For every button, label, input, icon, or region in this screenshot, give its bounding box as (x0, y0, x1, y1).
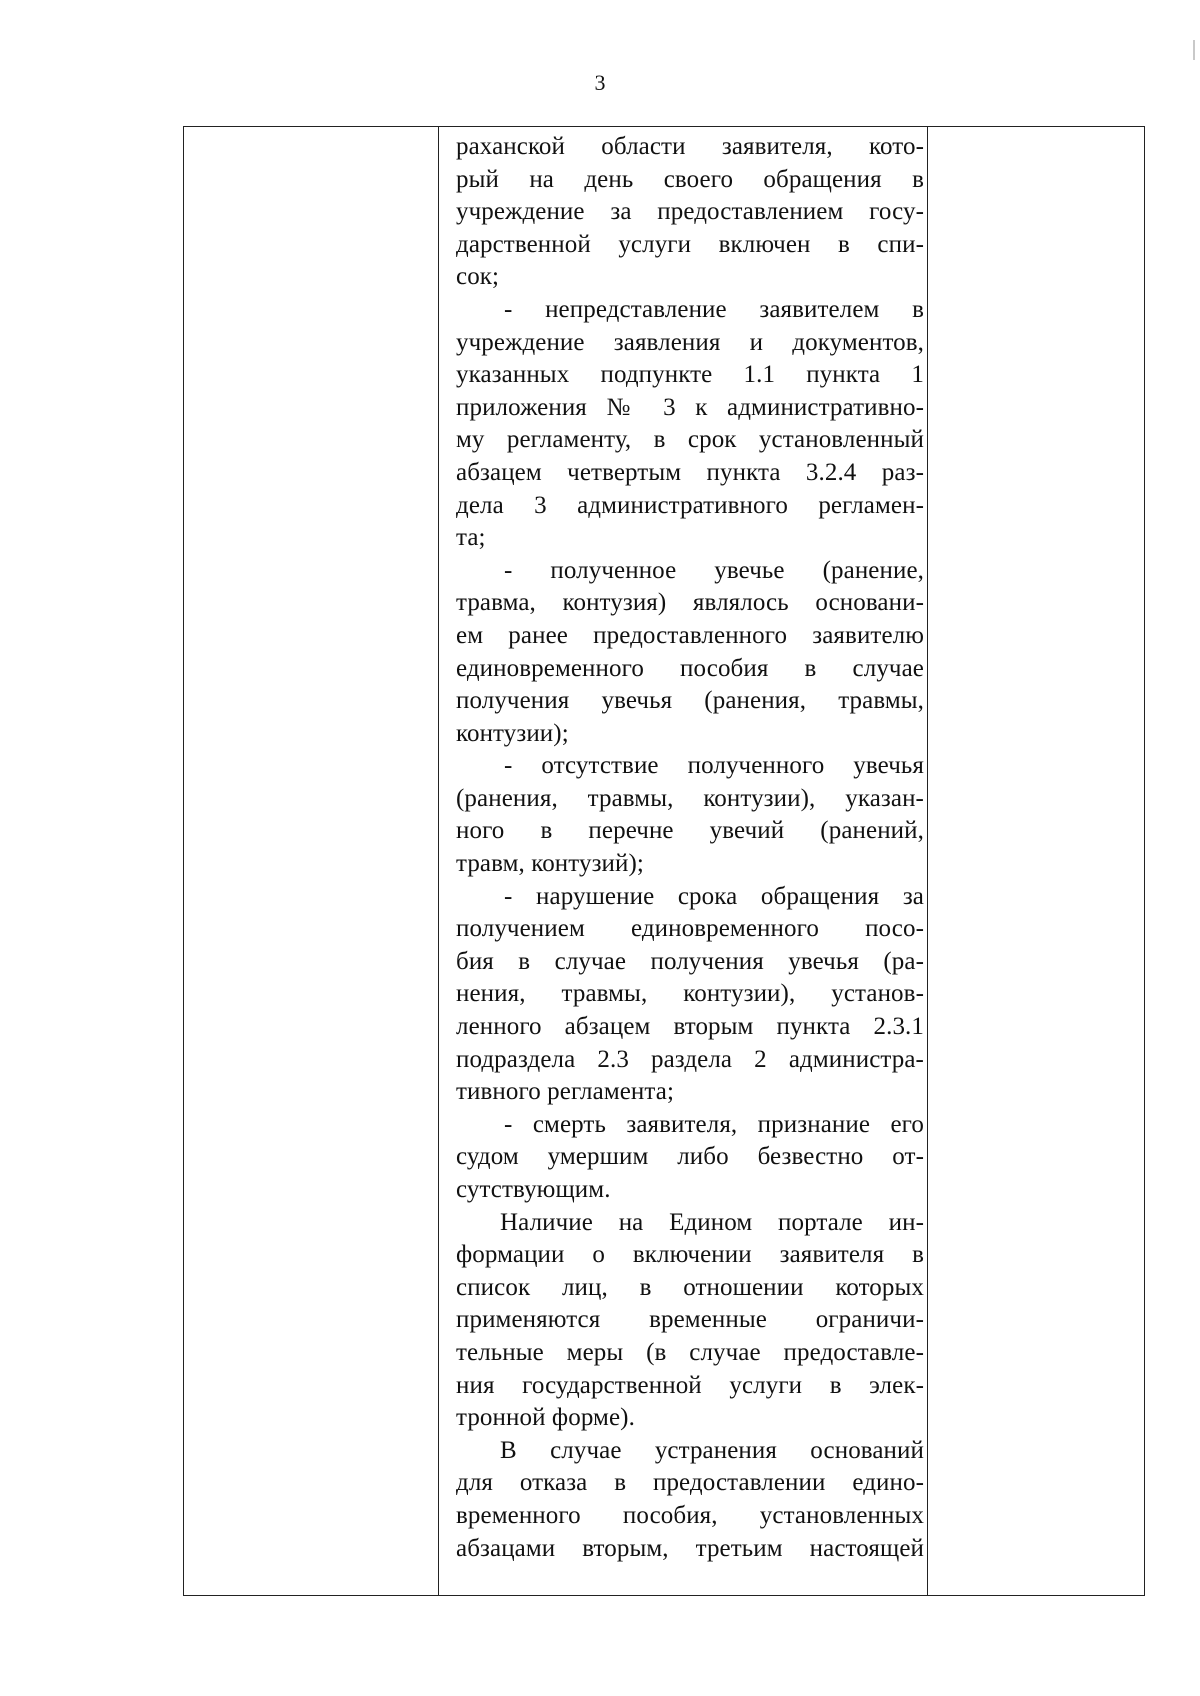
text-line: ленного абзацем вторым пункта 2.3.1 (456, 1013, 924, 1041)
text-line: ем ранее предоставленного заявителю (456, 621, 924, 649)
text-line: тельные меры (в случае предоставле- (456, 1338, 924, 1366)
text-line: применяются временные ограничи- (456, 1306, 924, 1334)
column-divider-right (927, 127, 928, 1595)
scan-mark (1193, 40, 1195, 60)
table-middle-cell-text (456, 131, 924, 1565)
text-line: - отсутствие полученного увечья (504, 752, 924, 780)
text-line: учреждение за предоставлением госу- (456, 198, 924, 226)
text-line: - полученное увечье (ранение, (504, 556, 924, 584)
column-divider-left (438, 127, 439, 1595)
text-line: получения увечья (ранения, травмы, (456, 687, 924, 715)
text-line: единовременного пособия в случае (456, 654, 924, 682)
text-line: формации о включении заявителя в (456, 1241, 924, 1269)
text-line: рый на день своего обращения в (456, 165, 924, 193)
text-line: сутствующим. (456, 1176, 611, 1203)
text-line: тивного регламента; (456, 1078, 674, 1106)
text-line: Наличие на Едином портале ин- (500, 1208, 924, 1236)
text-line: бия в случае получения увечья (ра- (456, 947, 924, 975)
text-line: ного в перечне увечий (ранений, (456, 817, 924, 845)
text-line: нения, травмы, контузии), установ- (456, 980, 924, 1008)
text-line: та; (456, 524, 486, 552)
text-line: - непредставление заявителем в (504, 295, 924, 323)
text-line: травма, контузия) являлось основани- (456, 589, 924, 617)
text-line: указанных подпункте 1.1 пункта 1 (456, 361, 924, 389)
text-line: ния государственной услуги в элек- (456, 1371, 924, 1399)
text-line: тронной форме). (456, 1404, 635, 1432)
text-line: - смерть заявителя, признание его (504, 1110, 924, 1138)
text-line: В случае устранения оснований (500, 1436, 924, 1464)
text-line: му регламенту, в срок установленный (456, 426, 924, 454)
text-line: (ранения, травмы, контузии), указан- (456, 784, 924, 812)
text-line: - нарушение срока обращения за (504, 882, 924, 910)
text-line: сок; (456, 263, 500, 291)
text-line: получением единовременного посо- (456, 915, 924, 943)
text-line: травм, контузий); (456, 850, 644, 878)
text-line: подраздела 2.3 раздела 2 администра- (456, 1045, 924, 1073)
text-line: список лиц, в отношении которых (456, 1273, 924, 1301)
text-line: для отказа в предоставлении едино- (456, 1469, 924, 1497)
text-line: дела 3 административного регламен- (456, 491, 924, 519)
page-number: 3 (594, 70, 606, 95)
text-line: временного пособия, установленных (456, 1501, 924, 1529)
text-line: абзацем четвертым пункта 3.2.4 раз- (456, 458, 924, 486)
text-line: учреждение заявления и документов, (456, 328, 924, 356)
text-line: приложения № 3 к административно- (456, 393, 924, 421)
text-line: контузии); (456, 719, 569, 747)
text-line: судом умершим либо безвестно от- (456, 1143, 924, 1171)
text-line: раханской области заявителя, кото- (456, 133, 924, 160)
text-line: абзацами вторым, третьим настоящей (456, 1534, 924, 1562)
text-line: дарственной услуги включен в спи- (456, 230, 924, 258)
